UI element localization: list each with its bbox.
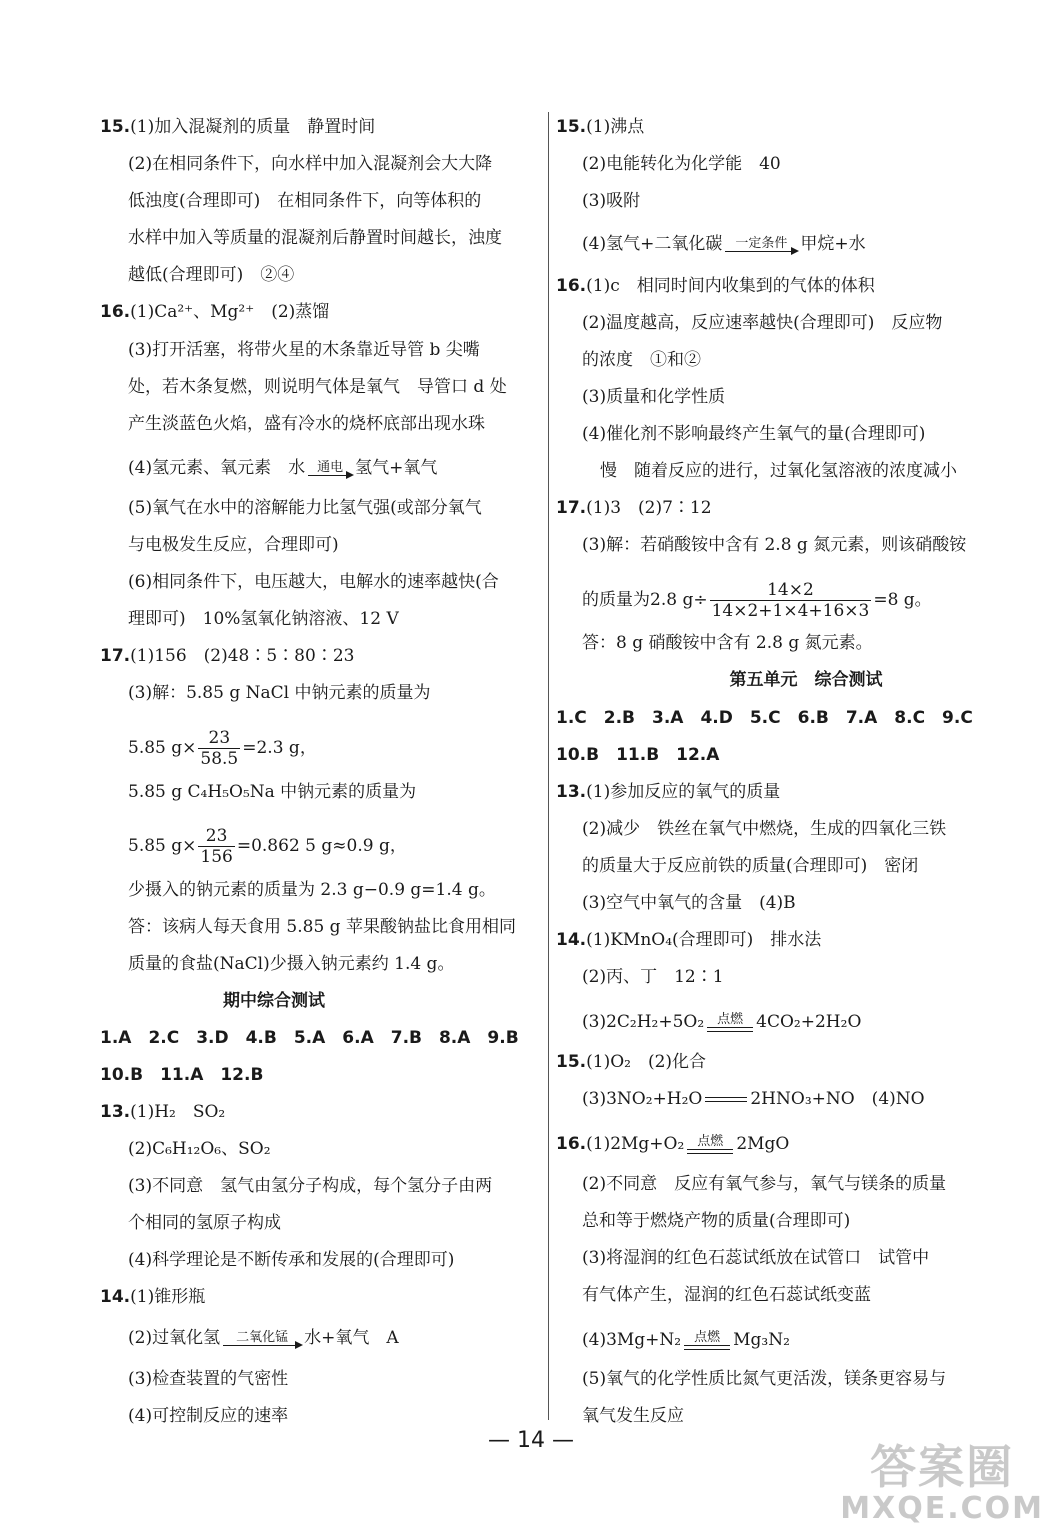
mid-q14-line-1: 14.(1)锥形瓶 xyxy=(100,1287,206,1307)
q16-line-3: 处，若木条复燃，则说明气体是氧气 导管口 d 处 xyxy=(128,377,507,397)
midterm-heading: 期中综合测试 xyxy=(223,991,325,1011)
q15-line-2: (2)在相同条件下，向水样中加入混凝剂会大大降 xyxy=(128,154,493,174)
question-number: 15. xyxy=(556,117,587,137)
q16-line-5: (4)氢元素、氧元素 水 通电 氢气+氧气 xyxy=(128,458,438,478)
q17-line-7: 答：该病人每天食用 5.85 g 苹果酸钠盐比食用相同 xyxy=(128,917,516,937)
unit5-answers-row-1: 1.C 2.B 3.A 4.D 5.C 6.B 7.A 8.C 9.C xyxy=(556,708,973,728)
u5-q16-line-3: 总和等于燃烧产物的质量(合理即可) xyxy=(582,1211,851,1231)
reaction-equals: 点燃 xyxy=(707,1013,753,1032)
question-number: 16. xyxy=(100,302,131,322)
q16-line-8: (6)相同条件下，电压越大，电解水的速率越快(合 xyxy=(128,572,499,592)
u5-q16-line-5: 有气体产生，湿润的红色石蕊试纸变蓝 xyxy=(582,1285,871,1305)
reaction-arrow: 一定条件 xyxy=(725,237,797,252)
reaction-equals: 点燃 xyxy=(684,1331,730,1350)
mid-q13-line-2: (2)C₆H₁₂O₆、SO₂ xyxy=(128,1139,271,1159)
mid-q13-line-5: (4)科学理论是不断传承和发展的(合理即可) xyxy=(128,1250,455,1270)
mid-q14-line-2: (2)过氧化氢 二氧化锰 水+氧气 A xyxy=(128,1328,399,1348)
reaction-arrow: 通电 xyxy=(308,461,352,476)
q17-line-1: 17.(1)156 (2)48∶5∶80∶23 xyxy=(100,646,355,666)
question-number: 16. xyxy=(556,1134,587,1154)
mid-q13-line-1: 13.(1)H₂ SO₂ xyxy=(100,1102,226,1122)
mid-q14-line-4: (4)可控制反应的速率 xyxy=(128,1406,289,1426)
u5-q16-line-1: 16.(1)2Mg+O₂ 点燃 2MgO xyxy=(556,1134,790,1154)
q17-line-2: (3)解：5.85 g NaCl 中钠元素的质量为 xyxy=(128,683,431,703)
fraction: $\frac{14\times 2}{14\times 2+1\times 4+16\times 3}$ xyxy=(711,580,870,621)
u5-q13-line-2: (2)减少 铁丝在氧气中燃烧，生成的四氧化三铁 xyxy=(582,819,947,839)
watermark-url: MXQE.COM xyxy=(840,1491,1044,1526)
q15-line-1: 15.(1)加入混凝剂的质量 静置时间 xyxy=(100,117,376,137)
r-q16-line-2: (2)温度越高，反应速率越快(合理即可) 反应物 xyxy=(582,313,943,333)
q15-line-3: 低浊度(合理即可) 在相同条件下，向等体积的 xyxy=(128,191,482,211)
q17-line-8: 质量的食盐(NaCl)少摄入钠元素约 1.4 g。 xyxy=(128,954,455,974)
u5-q13-line-4: (3)空气中氧气的含量 (4)B xyxy=(582,893,796,913)
u5-q15-line-2: (3)3NO₂+H₂O 2HNO₃+NO (4)NO xyxy=(582,1089,925,1109)
q16-line-2: (3)打开活塞，将带火星的木条靠近导管 b 尖嘴 xyxy=(128,340,480,360)
reaction-arrow: 二氧化锰 xyxy=(223,1331,301,1346)
q17-line-4: 5.85 g C₄H₅O₅Na 中钠元素的质量为 xyxy=(128,782,417,802)
fraction: $\frac{23}{156}$ xyxy=(200,826,233,867)
question-number: 15. xyxy=(556,1052,587,1072)
question-number: 14. xyxy=(100,1287,131,1307)
q15-line-4: 水样中加入等质量的混凝剂后静置时间越长，浊度 xyxy=(128,228,502,248)
question-number: 15. xyxy=(100,117,131,137)
r-q17-line-4: 答：8 g 硝酸铵中含有 2.8 g 氮元素。 xyxy=(582,633,873,653)
reaction-equals: 点燃 xyxy=(687,1135,733,1154)
q16-line-1: 16.(1)Ca²⁺、Mg²⁺ (2)蒸馏 xyxy=(100,302,330,322)
r-q15-line-4: (4)氢气+二氧化碳 一定条件 甲烷+水 xyxy=(582,234,866,254)
reaction-equals xyxy=(705,1097,747,1102)
r-q16-line-6: 慢 随着反应的进行，过氧化氢溶液的浓度减小 xyxy=(600,461,957,481)
column-divider xyxy=(548,112,549,1420)
r-q16-line-3: 的浓度 ①和② xyxy=(582,350,701,370)
q17-line-6: 少摄入的钠元素的质量为 2.3 g−0.9 g=1.4 g。 xyxy=(128,880,496,900)
q17-line-5: 5.85 g× $\frac{23}{156}$ =0.862 5 g≈0.9 g， xyxy=(128,826,407,867)
question-number: 17. xyxy=(100,646,131,666)
r-q16-line-4: (3)质量和化学性质 xyxy=(582,387,726,407)
u5-q14-line-3: (3)2C₂H₂+5O₂ 点燃 4CO₂+2H₂O xyxy=(582,1012,862,1032)
u5-q14-line-2: (2)丙、丁 12∶1 xyxy=(582,967,724,987)
r-q17-line-3: 的质量为2.8 g÷ $\frac{14\times 2}{14\times 2+1\times 4+16\times 3}$ =8 g。 xyxy=(582,580,932,621)
question-number: 13. xyxy=(556,782,587,802)
question-number: 17. xyxy=(556,498,587,518)
q16-line-9: 理即可) 10%氢氧化钠溶液、12 V xyxy=(128,609,399,629)
u5-q16-line-6: (4)3Mg+N₂ 点燃 Mg₃N₂ xyxy=(582,1330,790,1350)
u5-q13-line-1: 13.(1)参加反应的氧气的质量 xyxy=(556,782,781,802)
r-q16-line-1: 16.(1)c 相同时间内收集到的气体的体积 xyxy=(556,276,875,296)
question-number: 14. xyxy=(556,930,587,950)
mid-q13-line-4: 个相同的氢原子构成 xyxy=(128,1213,281,1233)
question-number: 13. xyxy=(100,1102,131,1122)
u5-q16-line-7: (5)氧气的化学性质比氮气更活泼，镁条更容易与 xyxy=(582,1369,947,1389)
midterm-answers-row-1: 1.A 2.C 3.D 4.B 5.A 6.A 7.B 8.A 9.B xyxy=(100,1028,519,1048)
question-number: 16. xyxy=(556,276,587,296)
fraction: $\frac{23}{58.5}$ xyxy=(200,728,239,769)
q15-line-5: 越低(合理即可) ②④ xyxy=(128,265,295,285)
q17-line-3: 5.85 g× $\frac{23}{58.5}$ =2.3 g， xyxy=(128,728,317,769)
r-q16-line-5: (4)催化剂不影响最终产生氧气的量(合理即可) xyxy=(582,424,926,444)
watermark-logo xyxy=(840,1442,1044,1526)
r-q15-line-2: (2)电能转化为化学能 40 xyxy=(582,154,781,174)
watermark-text: 答案圈 xyxy=(870,1440,1015,1494)
midterm-answers-row-2: 10.B 11.A 12.B xyxy=(100,1065,264,1085)
unit5-answers-row-2: 10.B 11.B 12.A xyxy=(556,745,720,765)
r-q15-line-1: 15.(1)沸点 xyxy=(556,117,645,137)
u5-q16-line-8: 氧气发生反应 xyxy=(582,1406,684,1426)
q16-line-4: 产生淡蓝色火焰，盛有冷水的烧杯底部出现水珠 xyxy=(128,414,485,434)
mid-q13-line-3: (3)不同意 氢气由氢分子构成，每个氢分子由两 xyxy=(128,1176,493,1196)
q16-line-6: (5)氧气在水中的溶解能力比氢气强(或部分氧气 xyxy=(128,498,482,518)
r-q17-line-2: (3)解：若硝酸铵中含有 2.8 g 氮元素，则该硝酸铵 xyxy=(582,535,967,555)
unit5-heading: 第五单元 综合测试 xyxy=(729,670,883,690)
mid-q14-line-3: (3)检查装置的气密性 xyxy=(128,1369,289,1389)
u5-q14-line-1: 14.(1)KMnO₄(合理即可) 排水法 xyxy=(556,930,822,950)
u5-q13-line-3: 的质量大于反应前铁的质量(合理即可) 密闭 xyxy=(582,856,919,876)
r-q17-line-1: 17.(1)3 (2)7∶12 xyxy=(556,498,712,518)
u5-q16-line-2: (2)不同意 反应有氧气参与，氧气与镁条的质量 xyxy=(582,1174,947,1194)
q16-line-7: 与电极发生反应，合理即可) xyxy=(128,535,339,555)
u5-q15-line-1: 15.(1)O₂ (2)化合 xyxy=(556,1052,707,1072)
r-q15-line-3: (3)吸附 xyxy=(582,191,641,211)
u5-q16-line-4: (3)将湿润的红色石蕊试纸放在试管口 试管中 xyxy=(582,1248,930,1268)
page-number: — 14 — xyxy=(488,1428,574,1453)
